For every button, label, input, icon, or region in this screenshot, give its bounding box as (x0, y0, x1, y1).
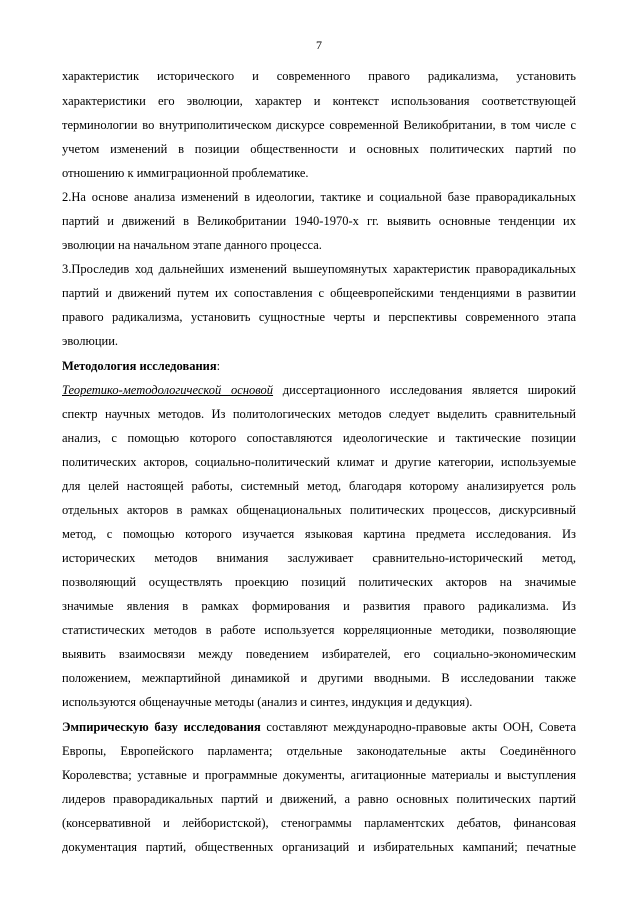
section-heading (62, 358, 576, 374)
text-line: Европы, Европейского парламента; отдельные законодательные акты Соединённого (62, 744, 576, 758)
text-line: характеристики его эволюции, характер и контекст использования соответствующей (62, 94, 576, 108)
text-line: спектр научных методов. Из политологических методов следует выделить сравнительный (62, 407, 576, 421)
text-line: эволюции на начальном этапе данного процесса. (62, 238, 322, 252)
method-lead-phrase: Теоретико-методологической основой (62, 383, 274, 397)
text-line: лидеров праворадикальных партий и движений, а равно основных политических партий (62, 792, 576, 806)
text-line (62, 382, 576, 398)
text-line: статистических методов в работе используется корреляционные методики, позволяющие (62, 623, 576, 637)
text-line (62, 719, 576, 735)
text-line: партий и движений путем их сопоставления с общеевропейскими тенденциями в развитии (62, 286, 576, 300)
text-line: политических акторов, социально-политический климат и другие категории, используемые (62, 455, 576, 469)
text-line: выявить взаимосвязи между поведением избирателей, его социально-экономическим (62, 647, 576, 661)
text-line: документация партий, общественных организаций и избирательных кампаний; печатные (62, 840, 576, 854)
method-line-rest: диссертационного исследования является широкий (273, 383, 576, 397)
text-line: правого радикализма, установить сущностные черты и перспективы современного этапа (62, 310, 576, 324)
empirical-heading: Эмпирическую базу исследования (62, 720, 261, 734)
text-line: характеристик исторического и современного правого радикализма, установить (62, 69, 576, 83)
text-line: метод, с помощью которого изучается языковая картина предмета исследования. Из (62, 527, 576, 541)
text-line: для целей настоящей работы, системный метод, благодаря которому анализируется роль (62, 479, 576, 493)
page-number: 7 (316, 38, 322, 52)
text-line: отношению к иммиграционной проблематике. (62, 166, 309, 180)
text-line: Королевства; уставные и программные документы, агитационные материалы и выступления (62, 768, 576, 782)
text-line: используются общенаучные методы (анализ и синтез, индукция и дедукция). (62, 695, 473, 709)
text-line: анализ, с помощью которого сопоставляются идеологические и тактические позиции (62, 431, 576, 445)
text-line: 2.На основе анализа изменений в идеологии, тактике и социальной базе праворадикальных (62, 190, 576, 204)
text-line: исторических методов внимания заслуживает сравнительно-исторический метод, (62, 551, 576, 565)
text-line: отдельных акторов в рамках общенациональных политических процессов, дискурсивный (62, 503, 576, 517)
text-line: позволяющий осуществлять проекцию позиций политических акторов на значимые (62, 575, 576, 589)
text-line: (консервативной и лейбористской), стенограммы парламентских дебатов, финансовая (62, 816, 576, 830)
text-line: 3.Проследив ход дальнейших изменений вышеупомянутых характеристик праворадикальных (62, 262, 576, 276)
heading-colon: : (216, 359, 221, 373)
method-heading: Методология исследования (62, 359, 217, 373)
empirical-line-rest: составляют международно-правовые акты ООН, Совета (260, 720, 577, 734)
text-line: терминологии во внутриполитическом дискурсе современной Великобритании, в том числе с (62, 118, 576, 132)
text-line: партий и движений в Великобритании 1940-1970-х гг. выявить основные тенденции их (62, 214, 576, 228)
text-line: эволюции. (62, 334, 119, 348)
text-line: учетом изменений в позиции общественности и основных политических партий по (62, 142, 576, 156)
text-line: положением, межпартийной динамикой и другими вводными. В исследовании также (62, 671, 576, 685)
text-line: значимые явления в рамках формирования и развития правого радикализма. Из (62, 599, 576, 613)
